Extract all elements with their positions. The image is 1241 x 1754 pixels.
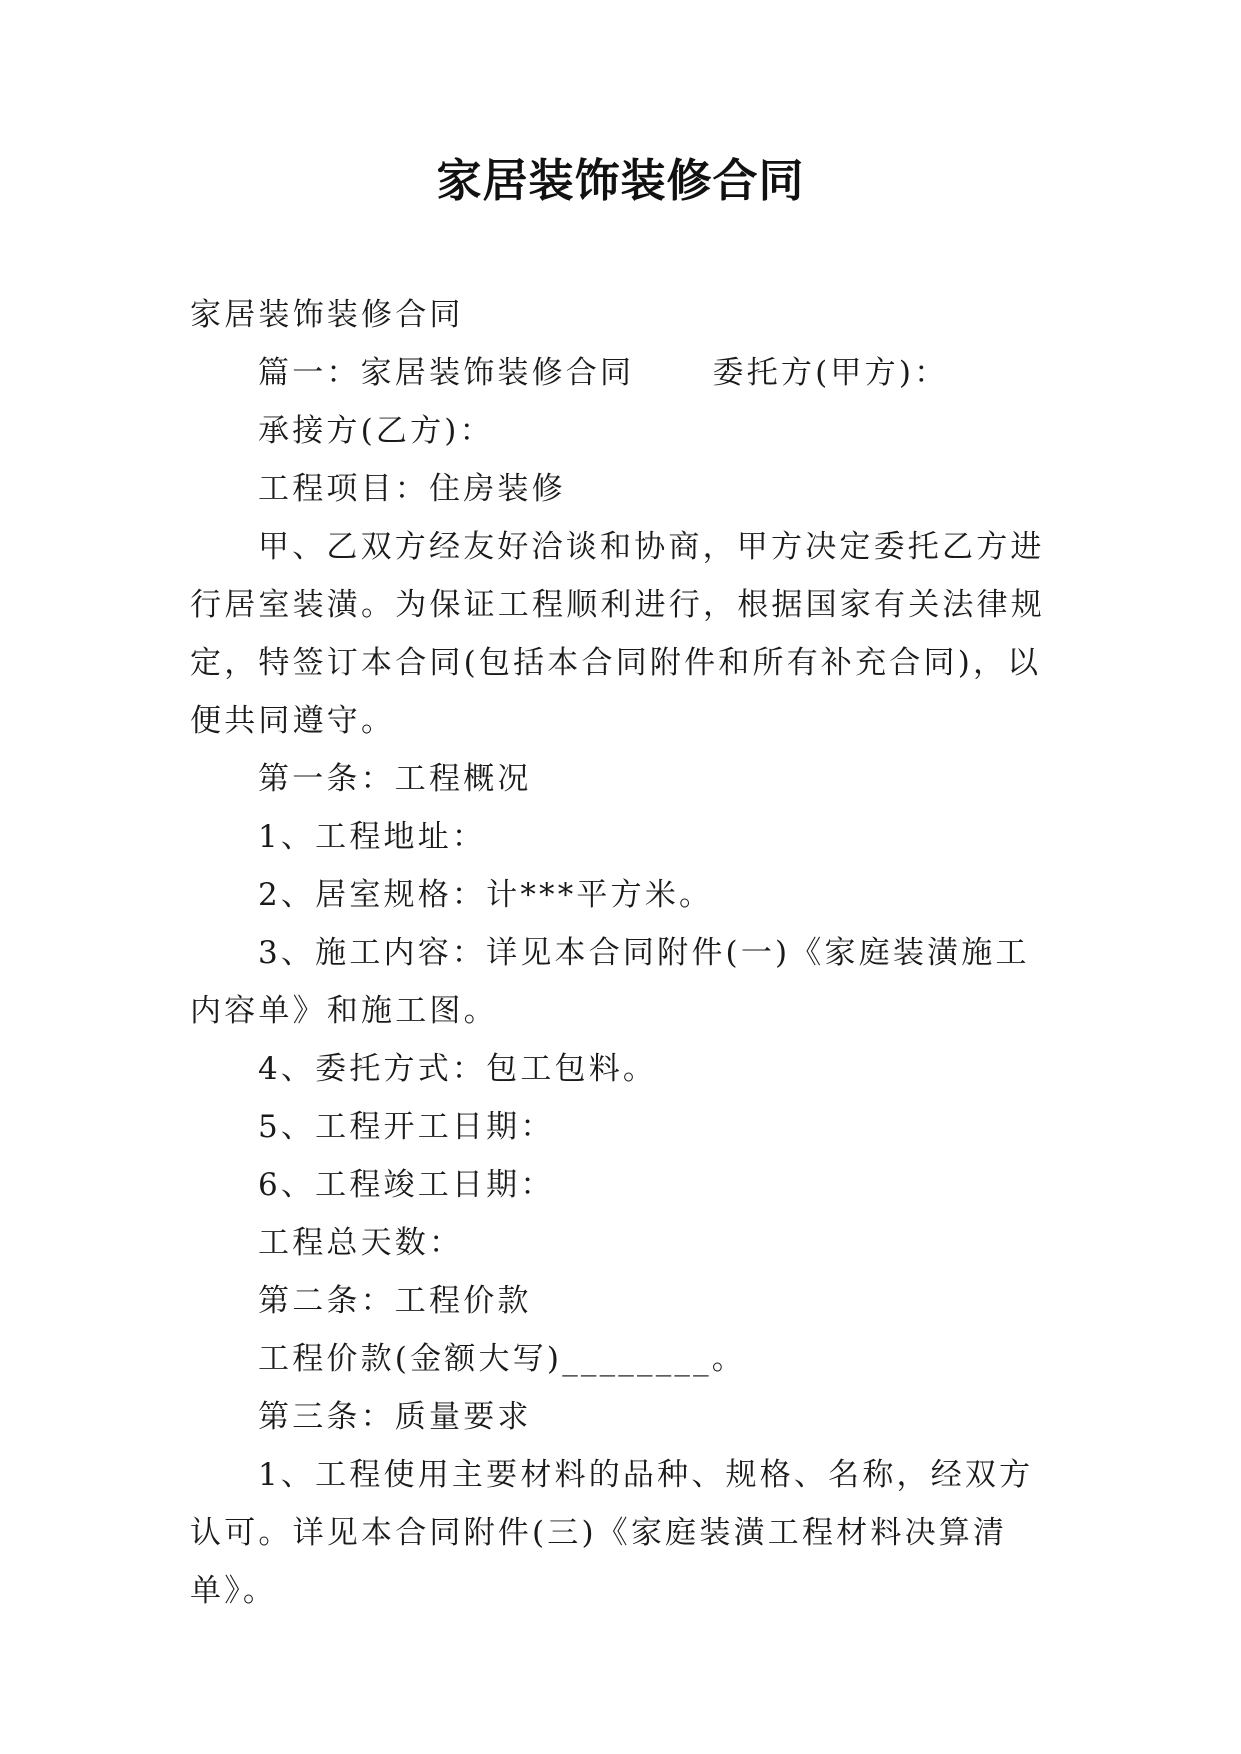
paragraph-total-days: 工程总天数： xyxy=(258,1225,464,1261)
paragraph-preamble: 甲、乙双方经友好洽谈和协商，甲方决定委托乙方进行居室装潢。为保证工程顺利进行，根据国家有关法律规定，特签订本合同(包括本合同附件和所有补充合同)，以便共同遵守。 xyxy=(190,529,1045,739)
paragraph-item: 2、居室规格：计***平方米。 xyxy=(258,877,714,913)
paragraph-article-2: 第二条：工程价款 xyxy=(258,1283,532,1319)
paragraph-price: 工程价款(金额大写)________。 xyxy=(258,1341,746,1377)
paragraph-item: 1、工程地址： xyxy=(258,819,487,855)
document-title: 家居装饰装修合同 xyxy=(436,154,805,207)
document-body xyxy=(190,286,1060,1620)
paragraph-part-one: 篇一：家居装饰装修合同 委托方(甲方)： xyxy=(258,355,949,391)
paragraph-item: 6、工程竣工日期： xyxy=(258,1167,555,1203)
paragraph-item: 3、施工内容：详见本合同附件(一)《家庭装潢施工内容单》和施工图。 xyxy=(190,935,1030,1029)
paragraph-heading: 家居装饰装修合同 xyxy=(190,297,464,333)
paragraph-article-3: 第三条：质量要求 xyxy=(258,1399,532,1435)
paragraph-item: 4、委托方式：包工包料。 xyxy=(258,1051,658,1087)
paragraph-item: 1、工程使用主要材料的品种、规格、名称，经双方认可。详见本合同附件(三)《家庭装潢工程材料决算清单》。 xyxy=(190,1457,1034,1609)
paragraph-contractor: 承接方(乙方)： xyxy=(258,413,494,449)
paragraph-article-1: 第一条：工程概况 xyxy=(258,761,532,797)
paragraph-project: 工程项目：住房装修 xyxy=(258,471,566,507)
paragraph-item: 5、工程开工日期： xyxy=(258,1109,555,1145)
